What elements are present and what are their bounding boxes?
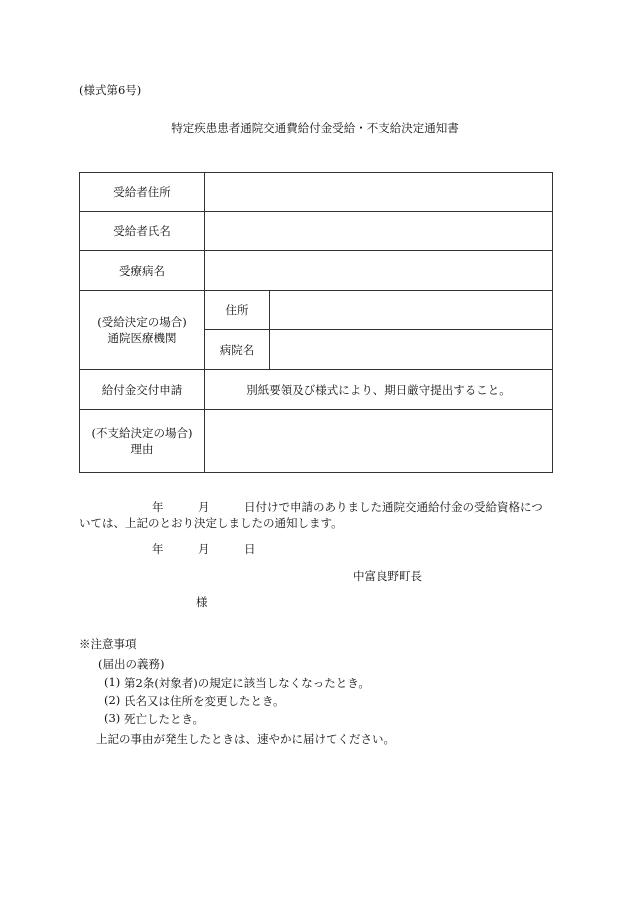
- reason-label-line2: 理由: [130, 442, 154, 456]
- document-title: 特定疾患患者通院交通費給付金受給・不支給決定通知書: [171, 121, 459, 135]
- hospital-label: [80, 291, 205, 370]
- note-item-1-text: 第2条(対象者)の規定に該当しなくなったとき。: [124, 676, 370, 690]
- disease-name-field[interactable]: [205, 251, 553, 291]
- application-label: 給付金交付申請: [80, 370, 205, 410]
- application-instructions: 別紙要領及び様式により、期日厳守提出すること。: [205, 370, 553, 410]
- form-number: (様式第6号): [79, 83, 142, 97]
- notes-closing: 上記の事由が発生したときは、速やかに届けてください。: [96, 732, 395, 746]
- reason-field[interactable]: [205, 410, 553, 473]
- notice-line2: いては、上記のとおり決定しましたの通知します。: [79, 516, 343, 530]
- notice-year-mark: 年: [152, 500, 164, 514]
- issuer-name: 中富良野町長: [353, 569, 422, 583]
- note-item-2-num: (2): [104, 693, 121, 707]
- date-year: 年: [152, 542, 164, 556]
- note-item-3-text: 死亡したとき。: [124, 712, 205, 726]
- hospital-name-field[interactable]: [270, 330, 553, 370]
- reason-label-line1: (不支給決定の場合): [91, 426, 193, 440]
- notice-line1: 日付けで申請のありました通院交通給付金の受給資格につ: [244, 500, 543, 514]
- row-reason: [80, 410, 553, 473]
- note-item-3-num: (3): [104, 711, 121, 725]
- notice-month-mark: 月: [198, 500, 210, 514]
- hospital-label-line1: (受給決定の場合): [97, 315, 187, 329]
- recipient-address-label: 受給者住所: [80, 173, 205, 212]
- note-item-2-text: 氏名又は住所を変更したとき。: [124, 694, 285, 708]
- disease-name-label: 受療病名: [80, 251, 205, 291]
- recipient-address-field[interactable]: [205, 173, 553, 212]
- note-item-1-num: (1): [104, 675, 121, 689]
- notes-heading: ※注意事項: [79, 637, 137, 651]
- reason-label: [80, 410, 205, 473]
- recipient-name-field[interactable]: [205, 212, 553, 251]
- recipient-suffix: 様: [196, 595, 208, 609]
- hospital-address-field[interactable]: [270, 291, 553, 330]
- hospital-label-line2: 通院医療機関: [107, 331, 177, 345]
- row-hospital-address: [80, 291, 553, 330]
- hospital-address-label: 住所: [205, 291, 270, 330]
- form-table: [79, 172, 553, 473]
- row-recipient-address: [80, 173, 553, 212]
- notes-subheading: (届出の義務): [98, 657, 165, 671]
- hospital-name-label: 病院名: [205, 330, 270, 370]
- row-recipient-name: [80, 212, 553, 251]
- date-month: 月: [198, 542, 210, 556]
- row-disease-name: [80, 251, 553, 291]
- row-application: [80, 370, 553, 410]
- date-day: 日: [244, 542, 256, 556]
- recipient-name-label: 受給者氏名: [80, 212, 205, 251]
